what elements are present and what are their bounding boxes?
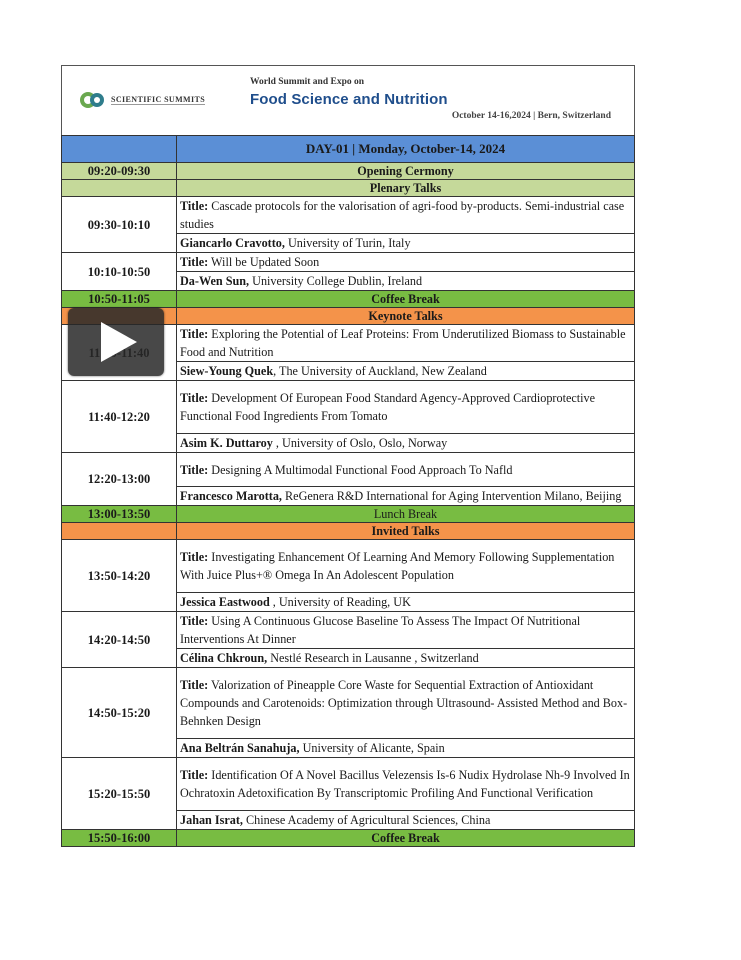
- talk-row: [62, 197, 635, 234]
- talk-title: [177, 758, 635, 811]
- talk-title: [177, 381, 635, 434]
- talk-title-text: Development Of European Food Standard Agency-Approved Cardioprotective Functional Food Ingredients From Tomato: [180, 391, 596, 423]
- talk-row: [62, 253, 635, 272]
- talk-title: [177, 253, 635, 272]
- session-time: 14:20-14:50: [62, 612, 177, 668]
- speaker: [177, 272, 635, 291]
- play-icon: [101, 322, 137, 362]
- speaker-name: Célina Chkroun,: [180, 651, 268, 665]
- title-label: Title:: [180, 678, 209, 692]
- session-time: 13:50-14:20: [62, 540, 177, 612]
- talk-title: [177, 453, 635, 487]
- speaker: [177, 362, 635, 381]
- section-label: Keynote Talks: [177, 308, 635, 325]
- talk-title: [177, 197, 635, 234]
- schedule-table: [61, 135, 635, 847]
- talk-title-text: Investigating Enhancement Of Learning And Memory Following Supplementation With Juice Plus+® Omega In An Adolescent Population: [180, 550, 615, 582]
- talk-title: [177, 668, 635, 739]
- talk-title-text: Using A Continuous Glucose Baseline To Assess The Impact Of Nutritional Interventions At Dinner: [180, 614, 581, 646]
- speaker-name: Francesco Marotta,: [180, 489, 282, 503]
- speaker-name: Da-Wen Sun,: [180, 274, 250, 288]
- speaker: [177, 487, 635, 506]
- program-page: [61, 65, 635, 847]
- speaker-affiliation: , University of Reading, UK: [269, 595, 411, 609]
- speaker-affiliation: University of Alicante, Spain: [302, 741, 445, 755]
- title-label: Title:: [180, 614, 209, 628]
- speaker-name: Asim K. Duttaroy: [180, 436, 273, 450]
- talk-title: [177, 540, 635, 593]
- talk-title-text: Will be Updated Soon: [211, 255, 320, 269]
- event-prefix: World Summit and Expo on: [250, 77, 365, 87]
- talk-title-text: Cascade protocols for the valorisation of agri-food by-products. Semi-industrial case studies: [180, 199, 625, 231]
- talk-row: [62, 453, 635, 487]
- speaker: [177, 739, 635, 758]
- section-label: Invited Talks: [177, 523, 635, 540]
- lunch-break-row: [62, 506, 635, 523]
- session-time: 09:20-09:30: [62, 163, 177, 180]
- break-label: Coffee Break: [177, 291, 635, 308]
- speaker-name: Giancarlo Cravotto,: [180, 236, 285, 250]
- speaker: [177, 649, 635, 668]
- session-time: 15:50-16:00: [62, 830, 177, 847]
- talk-title-text: Exploring the Potential of Leaf Proteins: From Underutilized Biomass to Sustainable Food and Nutrition: [180, 327, 626, 359]
- speaker-name: Siew-Young Quek: [180, 364, 274, 378]
- event-title: Food Science and Nutrition: [250, 91, 448, 108]
- session-time: 10:50-11:05: [62, 291, 177, 308]
- speaker: [177, 434, 635, 453]
- session-time: 14:50-15:20: [62, 668, 177, 758]
- talk-row: [62, 612, 635, 649]
- logo-mark-icon: [80, 90, 108, 110]
- speaker-affiliation: Nestlé Research in Lausanne , Switzerland: [270, 651, 479, 665]
- speaker: [177, 234, 635, 253]
- speaker-affiliation: Chinese Academy of Agricultural Sciences, China: [246, 813, 491, 827]
- speaker: [177, 811, 635, 830]
- talk-title-text: Identification Of A Novel Bacillus Velezensis Is-6 Nudix Hydrolase Nh-9 Involved In Ochratoxin Adetoxification By Transcriptomic Profiling And Functional Verification: [180, 768, 630, 800]
- title-label: Title:: [180, 391, 209, 405]
- day-heading-row: [62, 136, 635, 163]
- logo-text: SCIENTIFIC SUMMITS: [111, 95, 206, 104]
- session-time: 13:00-13:50: [62, 506, 177, 523]
- talk-title: [177, 612, 635, 649]
- speaker-name: Jahan Israt,: [180, 813, 243, 827]
- play-video-button[interactable]: [68, 308, 164, 376]
- opening-row: [62, 163, 635, 180]
- talk-title-text: Designing A Multimodal Functional Food Approach To Nafld: [211, 462, 513, 477]
- session-time: 10:10-10:50: [62, 253, 177, 291]
- talk-row: [62, 758, 635, 811]
- invited-header-row: [62, 523, 635, 540]
- day-heading-empty: [62, 136, 177, 163]
- session-label: Opening Cermony: [177, 163, 635, 180]
- section-label: Plenary Talks: [177, 180, 635, 197]
- speaker-affiliation: University College Dublin, Ireland: [252, 274, 423, 288]
- session-time: 09:30-10:10: [62, 197, 177, 253]
- speaker-name: Jessica Eastwood: [180, 595, 270, 609]
- title-label: Title:: [180, 255, 209, 269]
- title-label: Title:: [180, 199, 209, 213]
- speaker-affiliation: , The University of Auckland, New Zealand: [273, 364, 487, 378]
- break-label: Lunch Break: [177, 506, 635, 523]
- talk-row: [62, 381, 635, 434]
- day-heading: DAY-01 | Monday, October-14, 2024: [177, 136, 635, 163]
- scientific-summits-logo: [80, 90, 205, 110]
- speaker-name: Ana Beltrán Sanahuja,: [180, 741, 300, 755]
- plenary-header-row: [62, 180, 635, 197]
- talk-row: [62, 540, 635, 593]
- title-label: Title:: [180, 462, 209, 477]
- speaker-affiliation: ReGenera R&D International for Aging Intervention Milano, Beijing: [285, 489, 622, 503]
- talk-title-text: Valorization of Pineapple Core Waste for Sequential Extraction of Antioxidant Compounds and Carotenoids: Optimization through Ultrasound- Assisted Method and Box-Behnken Design: [180, 678, 628, 728]
- empty-cell: [62, 180, 177, 197]
- speaker: [177, 593, 635, 612]
- title-label: Title:: [180, 327, 209, 341]
- coffee-break-row: [62, 291, 635, 308]
- empty-cell: [62, 523, 177, 540]
- session-time: 15:20-15:50: [62, 758, 177, 830]
- event-dates-location: October 14-16,2024 | Bern, Switzerland: [451, 111, 611, 121]
- speaker-affiliation: , University of Oslo, Oslo, Norway: [272, 436, 448, 450]
- talk-title: [177, 325, 635, 362]
- session-time: 12:20-13:00: [62, 453, 177, 506]
- talk-row: [62, 668, 635, 739]
- title-label: Title:: [180, 550, 209, 564]
- program-header: [61, 65, 635, 135]
- speaker-affiliation: University of Turin, Italy: [287, 236, 411, 250]
- title-label: Title:: [180, 768, 209, 782]
- session-time: 11:40-12:20: [62, 381, 177, 453]
- break-label: Coffee Break: [177, 830, 635, 847]
- coffee-break-row: [62, 830, 635, 847]
